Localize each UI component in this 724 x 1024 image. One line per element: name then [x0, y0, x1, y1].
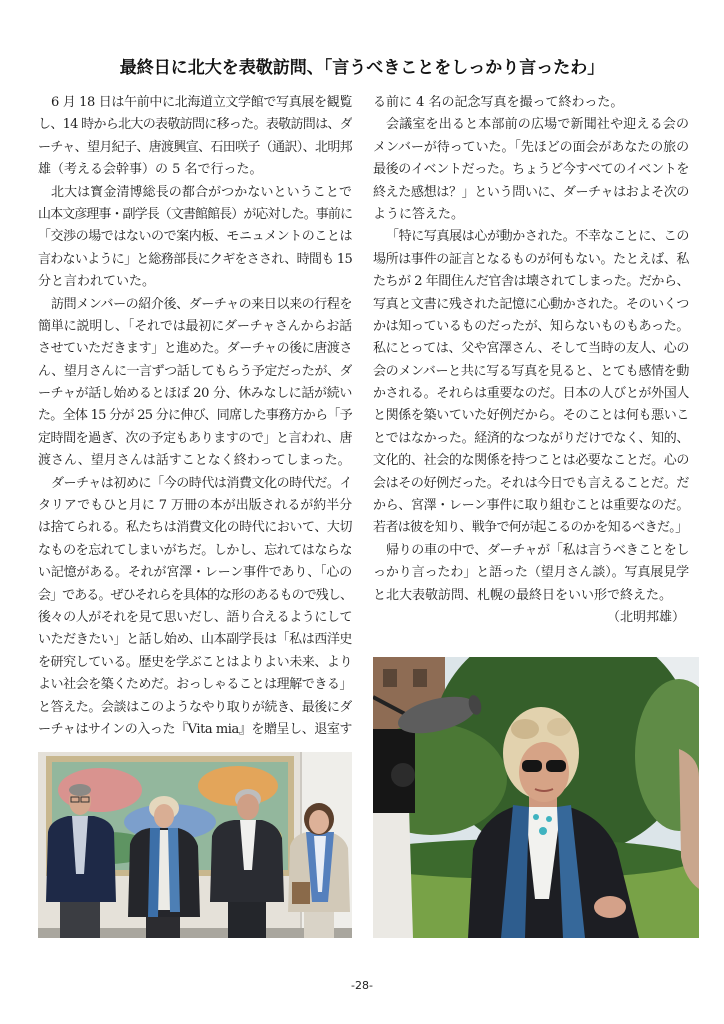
text-line: と関係を築いていた好例だから。そのことは何も悪いこ — [373, 408, 689, 424]
text-line: た。全体 15 分が 25 分に伸び、同席した事務方から「予 — [38, 408, 352, 424]
text-line: かされる。それらは重要なのだ。日本の人びとが外国人 — [373, 386, 689, 402]
sunglasses-right-lens — [546, 760, 566, 772]
paragraph — [38, 473, 352, 742]
text-line: 訪問メンバーの紹介後、ダーチャの来日以来の行程を — [51, 296, 352, 312]
left-column — [38, 92, 352, 741]
text-line: 若者は彼を知り、戦争で何が起こるのかを知るべきだ。」 — [373, 520, 688, 536]
page-number: -28- — [351, 979, 373, 992]
text-line: 後々の人がそれを見て思いだし、語り合えるようにして — [38, 609, 352, 625]
text-line: 会議室を出ると本部前の広場で新聞社や迎える会の — [386, 117, 689, 133]
face — [154, 804, 174, 828]
text-line: 分と言われていた。 — [38, 274, 156, 290]
paragraph — [373, 226, 689, 539]
text-line: ん、望月さんに一言ずつ話してもらう予定だったが、ダ — [38, 363, 352, 379]
paragraph — [373, 540, 689, 607]
text-line: ーチャが話し始めるとほぼ 20 分、休みなしに話が続い — [38, 386, 352, 402]
text-line: いただきたい」と話し始め、山本副学長は「私は西洋史 — [38, 632, 352, 648]
text-line: っかり言ったわ」と語った（望月さん談）。写真展見学 — [373, 565, 689, 581]
text-line: し、14 時から北大の表敬訪問に移った。表敬訪問は、ダ — [38, 117, 352, 133]
text-line: 場所は事件の証言となるものが何もない。たとえば、私 — [373, 251, 689, 267]
text-line: たちが 2 年間住んだ官舎は壊されてしまった。だから、 — [373, 274, 689, 290]
hair — [69, 784, 91, 796]
article-title: 最終日に北大を表敬訪問、「言うべきことをしっかり言ったわ」 — [119, 58, 605, 78]
right-column — [373, 92, 689, 629]
paragraph — [373, 114, 689, 226]
text-line: 「交渉の場ではないので案内板、モニュメントのことは — [38, 229, 352, 245]
face — [519, 742, 569, 802]
scarf-right — [168, 828, 180, 912]
text-line: 6 月 18 日は午前中に北海道立文学館で写真展を観覧 — [51, 95, 352, 110]
text-line: ダーチャは初めに「今の時代は消費文化の時代だ。イ — [51, 475, 352, 491]
face — [237, 794, 259, 820]
text-line: 私にとっては、父や宮澤さん、そして当時の友人、心の — [373, 341, 689, 357]
text-line: を研究している。歴史を学ぶことはよりよい未来、より — [38, 654, 352, 670]
text-line: させていただきます」と進めた。ダーチャの後に唐渡さ — [38, 341, 352, 357]
text-line: タリアでもひと月に 7 万冊の本が出版されるが約半分 — [38, 498, 352, 514]
text-line: い記憶がある。それが宮澤・レーン事件であり、「心の — [38, 565, 352, 581]
hair-curl — [547, 718, 571, 736]
interview-photo — [373, 657, 699, 938]
paragraph — [38, 294, 352, 473]
text-line: 言わないように」と総務部長にクギをさされ、時間も 15 — [38, 251, 352, 267]
text-line: 文化的、社会的な関係を持つことは必要なことだ。心の — [373, 453, 689, 469]
text-line: よい社会を築くためだ。おっしゃることは理解できる」 — [38, 677, 352, 693]
text-line: 簡単に説明し、「それでは最初にダーチャさんからお話 — [38, 318, 352, 334]
author-byline: （北明邦雄） — [606, 609, 685, 625]
necklace-bead — [539, 827, 547, 835]
text-line: と答えた。会談はこのようなやり取りが続き、最後にダ — [38, 699, 352, 715]
paragraph — [38, 92, 352, 182]
bystander-left — [373, 794, 413, 938]
text-line: から、宮澤・レーン事件に取り組むことは重要なのだ。 — [373, 498, 689, 514]
text-line: ーチャ、望月紀子、唐渡興宣、石田咲子（通訳）、北明邦 — [38, 139, 352, 155]
text-line: 北大は寳金清博総長の都合がつかないということで — [51, 184, 352, 200]
text-line: 定時間を過ぎ、次の予定もありますので」と言われ、唐 — [38, 430, 352, 446]
text-line: かは知っているものだったが、知らないものもあった。 — [373, 318, 689, 334]
text-line: 最後のイベントだった。ちょうど今すべてのイベントを — [373, 162, 689, 178]
text-line: なものを忘れてしまいがちだ。しかし、忘れてはならな — [38, 542, 352, 558]
handbag — [292, 882, 310, 904]
hair-curl — [511, 719, 539, 739]
text-line: る前に 4 名の記念写真を撮って終わった。 — [373, 95, 624, 110]
face — [309, 810, 329, 834]
text-line: 会はその好例だった。それは今日でも言えることだ。だ — [373, 475, 689, 491]
text-line: 帰りの車の中で、ダーチャが「私は言うべきことをし — [386, 542, 689, 558]
text-line: 会のメンバーと共に写る写真を見ると、とても感情を動 — [373, 363, 689, 379]
text-line: 渡さん、望月さんは話すことなく終わってしまった。 — [38, 453, 351, 469]
hand — [594, 896, 626, 918]
text-line: 雄（考える会幹事）の 5 名で行った。 — [38, 162, 263, 178]
text-line: 「特に写真展は心が動かされた。不幸なことに、この — [386, 229, 689, 245]
text-line: 山本文彦理事・副学長（文書館館長）が応対した。事前に — [38, 206, 352, 222]
necklace-bead — [533, 814, 539, 820]
paragraph — [373, 92, 689, 114]
sunglasses-left-lens — [522, 760, 542, 772]
text-line: 終えた感想は？」という問いに、ダーチャはおよそ次の — [373, 184, 689, 200]
text-line: と北大表敬訪問、札幌の最終日をいい形で終えた。 — [373, 587, 673, 603]
text-line: 写真と文書に残された記憶に心動かされた。そのいくつ — [373, 296, 689, 312]
text-line: ように答えた。 — [373, 206, 465, 222]
building-window — [413, 669, 427, 687]
text-line: は捨てられる。私たちは消費文化の時代において、大切 — [38, 520, 352, 536]
text-line: 会」である。ぜひそれらを具体的な形のあるもので残し、 — [38, 587, 352, 603]
camera-lens — [391, 763, 415, 787]
building-window — [383, 669, 397, 687]
paragraph — [38, 182, 352, 294]
necklace-bead — [546, 816, 552, 822]
text-line: とではなかった。経済的なつながりだけでなく、知的、 — [373, 430, 689, 446]
group-photo — [38, 752, 352, 938]
text-line: メンバーが待っていた。「先ほどの面会があなたの旅の — [373, 139, 689, 155]
scarf-left — [148, 828, 160, 917]
text-line: ーチャはサインの入った『Vita mia』を贈呈し、退室す — [38, 721, 352, 737]
